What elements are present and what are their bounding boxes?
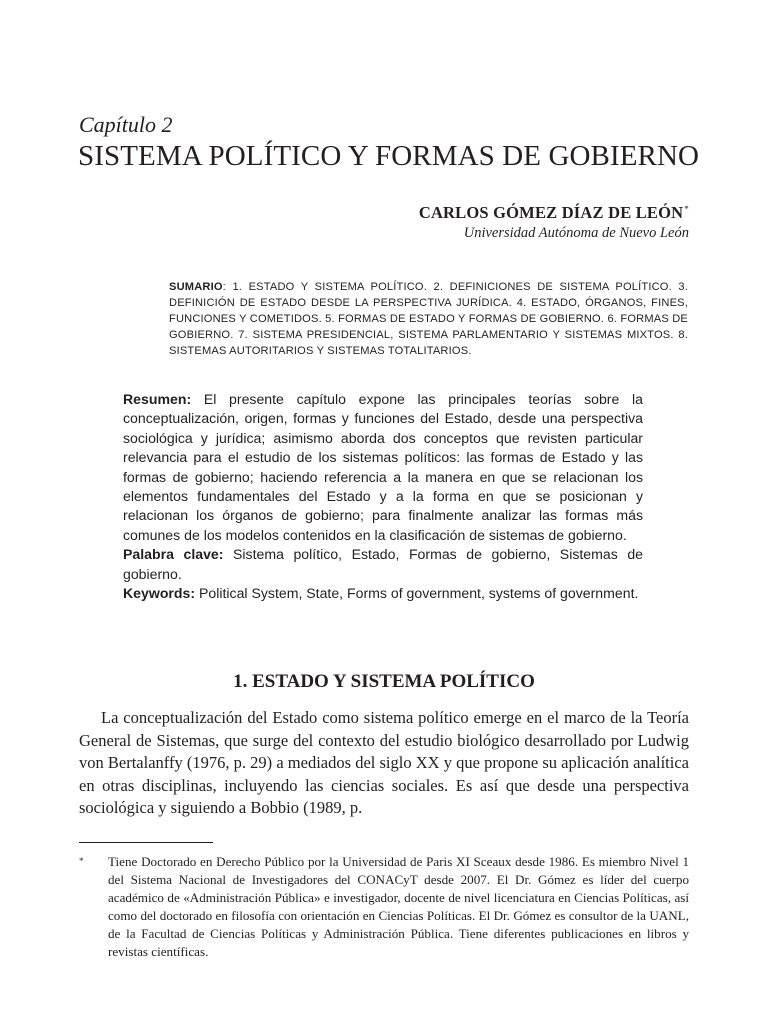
keywords-en-label: Keywords: — [123, 585, 196, 602]
resumen-label: Resumen: — [123, 391, 192, 407]
summary-text: : 1. ESTADO Y SISTEMA POLÍTICO. 2. DEFINICIONES DE SISTEMA POLÍTICO. 3. DEFINICIÓN DE ESTADO DESDE LA PERSPECTIVA JURÍDICA. 4. ESTADO, ÓRGANOS, FINES, FUNCIONES Y COMETIDOS. 5. FORMAS DE ESTADO Y FORMAS DE GOBIERNO. 6. FORMAS DE GOBIERNO. 7. SISTEMA PRESIDENCIAL, SISTEMA PARLAMENTARIO Y SISTEMAS MIXTOS. 8. SISTEMAS AUTORITARIOS Y SISTEMAS TOTALITARIOS. — [169, 281, 688, 357]
keywords-es-text: Sistema político, Estado, Formas de gobierno, Sistemas de gobierno. — [123, 546, 643, 582]
body-text — [79, 707, 689, 820]
summary — [169, 280, 688, 360]
chapter-label: Capítulo 2 — [79, 112, 173, 137]
author-affiliation: Universidad Autónoma de Nuevo León — [463, 225, 689, 241]
author-name: CARLOS GÓMEZ DÍAZ DE LEÓN — [418, 203, 684, 222]
abstract-keywords-es — [123, 545, 643, 584]
section-heading: 1. ESTADO Y SISTEMA POLÍTICO — [233, 671, 535, 692]
abstract — [123, 390, 643, 603]
author-footnote-mark: * — [684, 204, 689, 214]
chapter-title: SISTEMA POLÍTICO Y FORMAS DE GOBIERNO — [78, 140, 700, 172]
footnote-divider — [79, 842, 213, 843]
author-block — [419, 203, 689, 223]
keywords-en-text: Political System, State, Forms of government, systems of government. — [195, 585, 639, 602]
abstract-keywords-en — [123, 584, 643, 603]
summary-label: SUMARIO — [169, 281, 223, 293]
body-paragraph: La conceptualización del Estado como sistema político emerge en el marco de la Teoría General de Sistemas, que surge del contexto del estudio biológico desarrollado por Ludwig von Bertalanffy (1976, p. 29) a mediados del siglo XX y que propone su aplicación analítica en otras disciplinas, incluyendo las ciencias sociales. Es así que desde una perspectiva sociológica y siguiendo a Bobbio (1989, p. — [79, 708, 689, 818]
footnote-text: Tiene Doctorado en Derecho Público por la Universidad de Paris XI Sceaux desde 1986. Es miembro Nivel 1 del Sistema Nacional de Investigadores del CONACyT desde 2007. El Dr. Gómez es líder del cuerpo académico de «Administración Pública» e investigador, docente de nivel licenciatura en Ciencias Políticas, así como del doctorado en filosofía con orientación en Ciencias Políticas. El Dr. Gómez es consultor de la UANL, de la Facultad de Ciencias Políticas y Administración Pública. Tiene diferentes publicaciones en libros y revistas científicas. — [108, 854, 689, 959]
abstract-resumen — [123, 390, 643, 545]
resumen-text: El presente capítulo expone las principales teorías sobre la conceptualización, origen, formas y funciones del Estado, desde una perspectiva sociológica y jurídica; asimismo aborda dos conceptos que revisten particular relevancia para el estudio de los sistemas políticos: las formas de Estado y las formas de gobierno; haciendo referencia a la manera en que se relacionan los elementos fundamentales del Estado y a la forma en que se posicionan y relacionan los órganos de gobierno; para finalmente analizar las formas más comunes de los modelos contenidos en la clasificación de sistemas de gobierno. — [123, 391, 643, 543]
footnote-marker: * — [79, 856, 84, 866]
keywords-es-label: Palabra clave: — [123, 546, 224, 563]
